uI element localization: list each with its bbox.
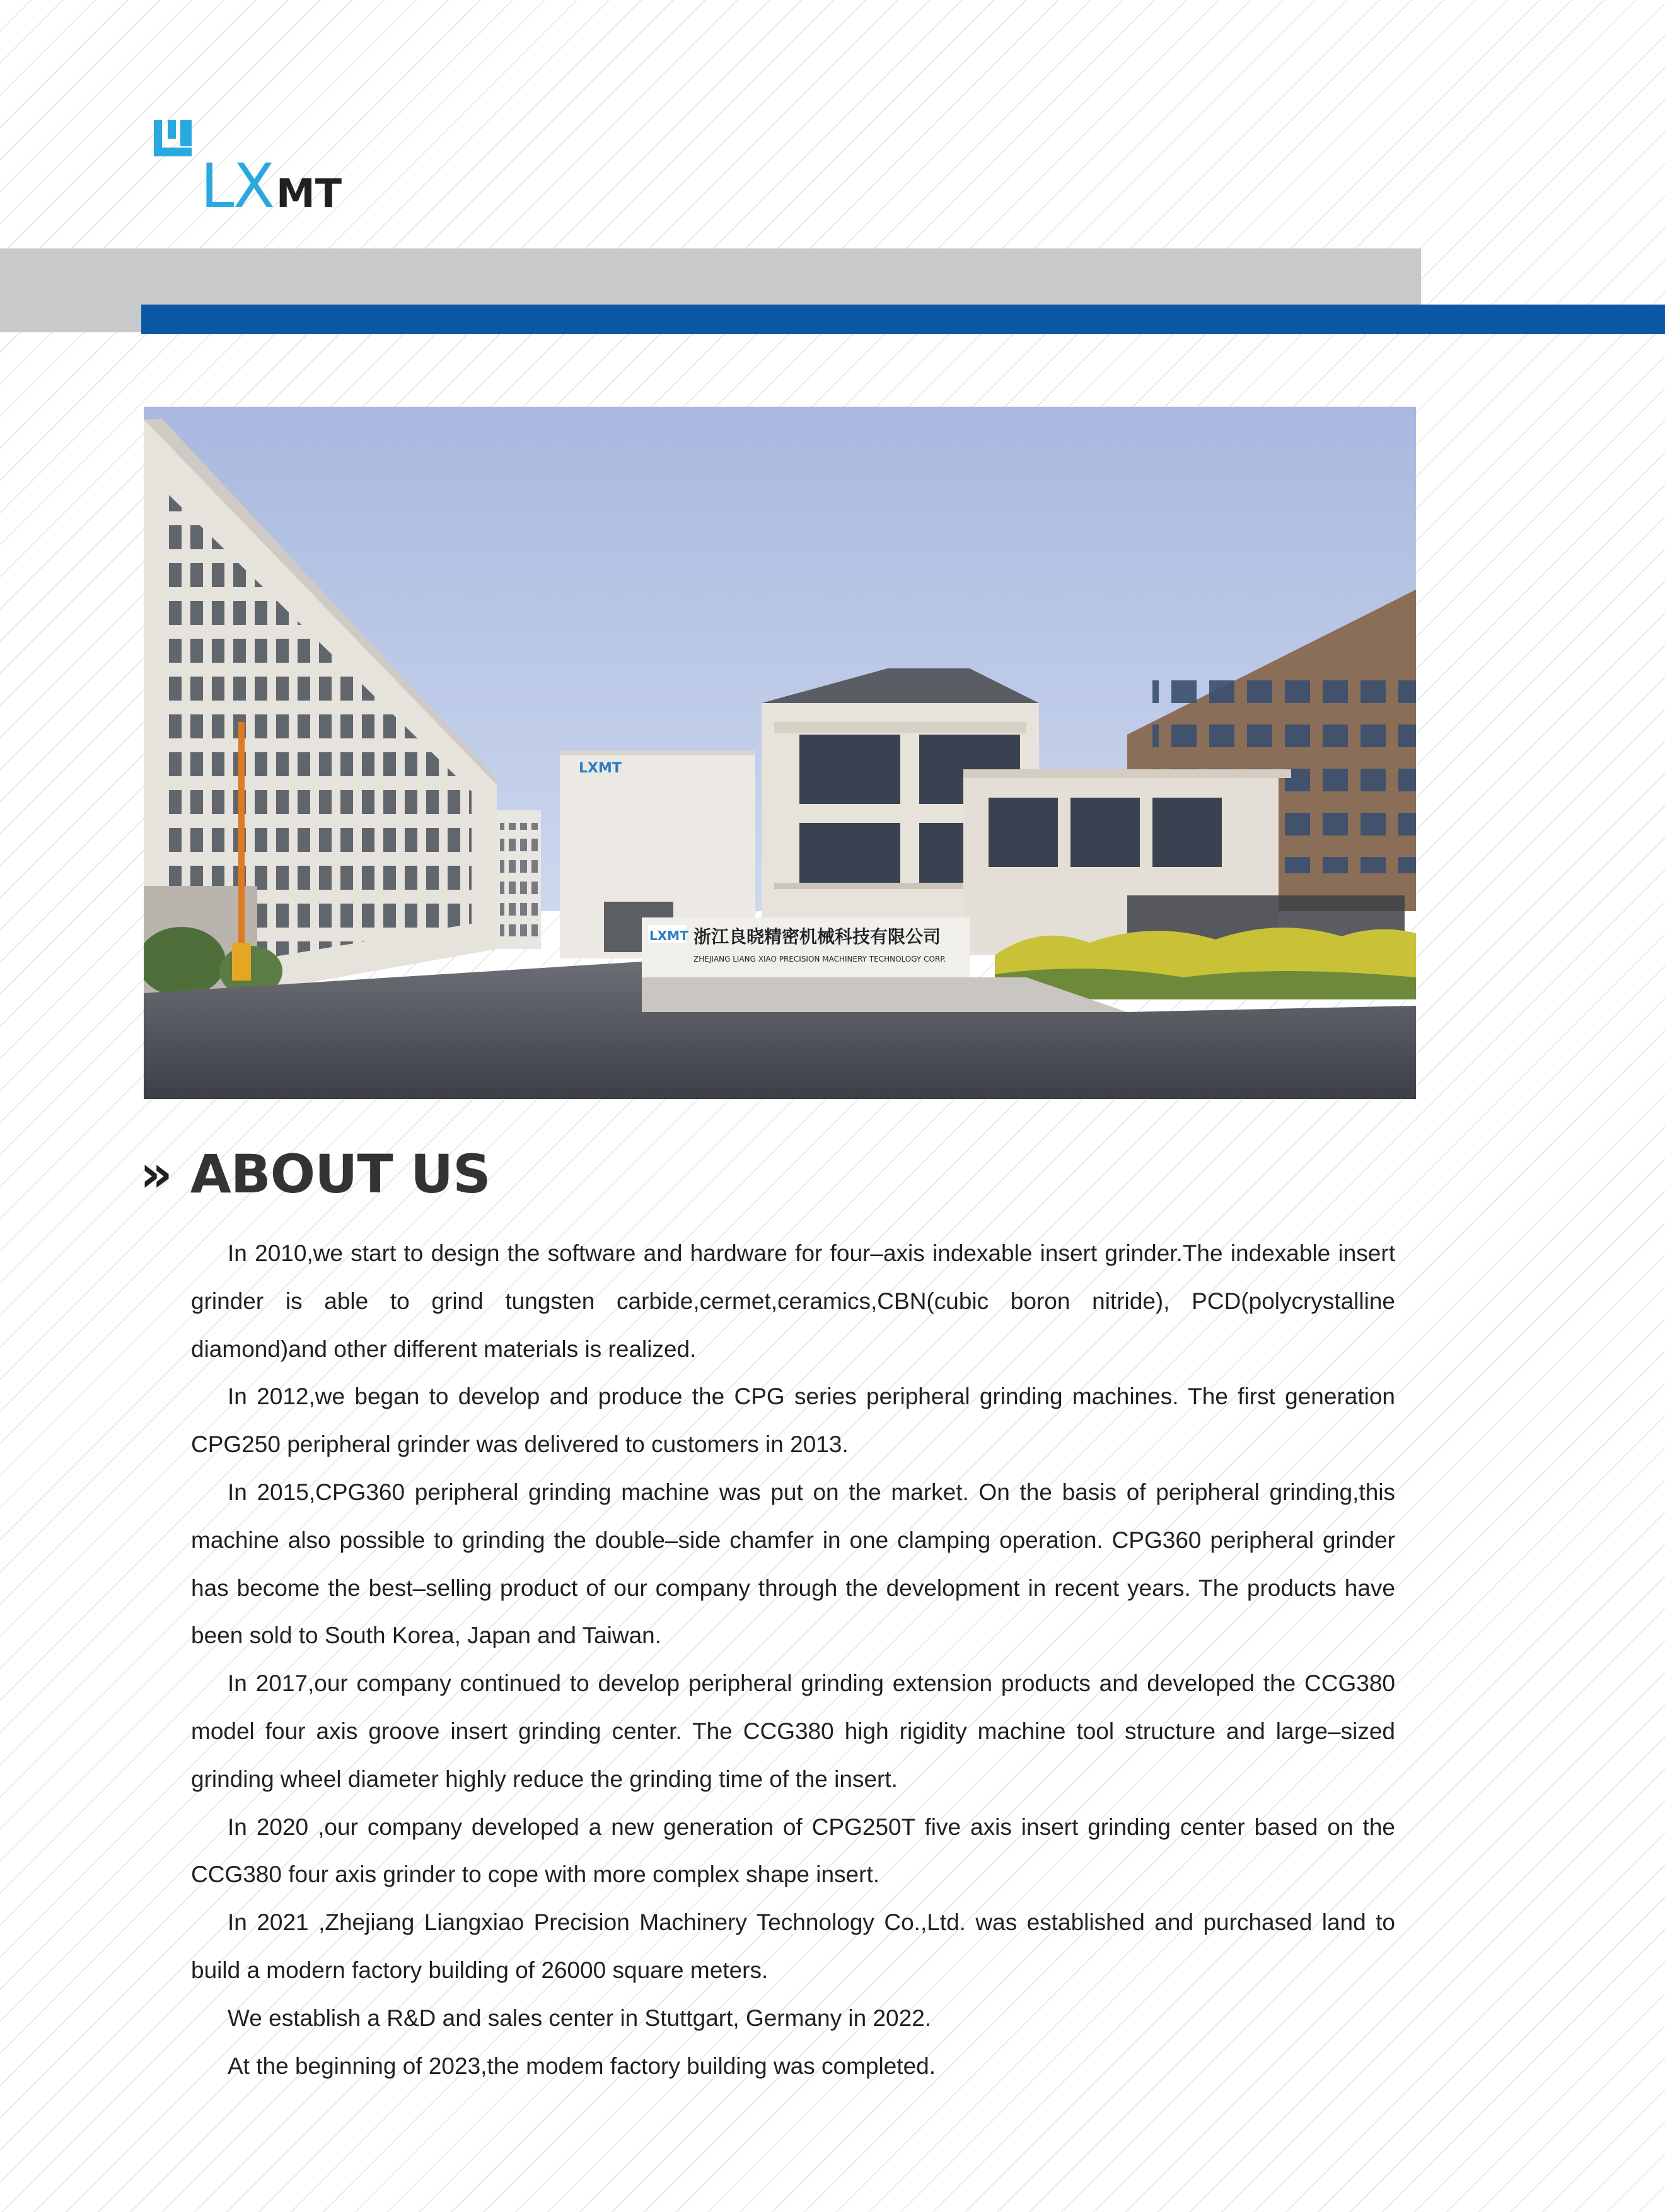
paragraph-2022: We establish a R&D and sales center in Stuttgart, Germany in 2022. xyxy=(228,2005,932,2031)
sign-english: ZHEJIANG LIANG XIAO PRECISION MACHINERY TECHNOLOGY CORP. xyxy=(693,955,946,963)
header-blue-band xyxy=(141,305,1665,334)
sign-logo: LXMT xyxy=(649,928,688,943)
chevron-right-icon: » xyxy=(140,1144,173,1203)
factory-photo xyxy=(144,407,1416,1099)
paragraph-2017: In 2017,our company continued to develop peripheral grinding extension products and developed the CCG380 model four axis groove insert grinding center. The CCG380 high rigidity machine tool structure and large–sized grinding wheel diameter highly reduce the grinding time of the insert. xyxy=(191,1670,1395,1792)
paragraph-2020: In 2020 ,our company developed a new generation of CPG250T five axis insert grinding center based on the CCG380 four axis grinder to cope with more complex shape insert. xyxy=(191,1813,1395,1888)
paragraph-2010: In 2010,we start to design the software and hardware for four–axis indexable insert grinder.The indexable insert grinder is able to grind tungsten carbide,cermet,ceramics,CBN(cubic boron nitride), PCD(polycrystalline diamond)and other different materials is realized. xyxy=(191,1240,1395,1362)
paragraph-2012: In 2012,we began to develop and produce the CPG series peripheral grinding machines. The first generation CPG250 peripheral grinder was delivered to customers in 2013. xyxy=(191,1383,1395,1458)
sign-chinese: 浙江良晓精密机械科技有限公司 xyxy=(693,926,941,947)
paragraph-2021: In 2021 ,Zhejiang Liangxiao Precision Machinery Technology Co.,Ltd. was established and purchased land to build a modern factory building of 26000 square meters. xyxy=(191,1909,1395,1983)
building-logo-text: LXMT xyxy=(579,760,622,776)
about-body xyxy=(191,1230,1395,2090)
paragraph-2023: At the beginning of 2023,the modem factory building was completed. xyxy=(228,2052,936,2079)
lxmt-logo xyxy=(151,117,353,212)
paragraph-2015: In 2015,CPG360 peripheral grinding machine was put on the market. On the basis of peripheral grinding,this machine also possible to grinding the double–side chamfer in one clamping operation. CPG360 peripheral grinder has become the best–selling product of our company through the development in recent years. The products have been sold to South Korea, Japan and Taiwan. xyxy=(191,1479,1395,1649)
section-heading xyxy=(140,1143,490,1206)
section-title: ABOUT US xyxy=(190,1143,490,1205)
logo-letter-l: L xyxy=(200,151,235,212)
logo-letter-x: X xyxy=(233,151,275,212)
logo-letters-mt: MT xyxy=(276,170,342,212)
